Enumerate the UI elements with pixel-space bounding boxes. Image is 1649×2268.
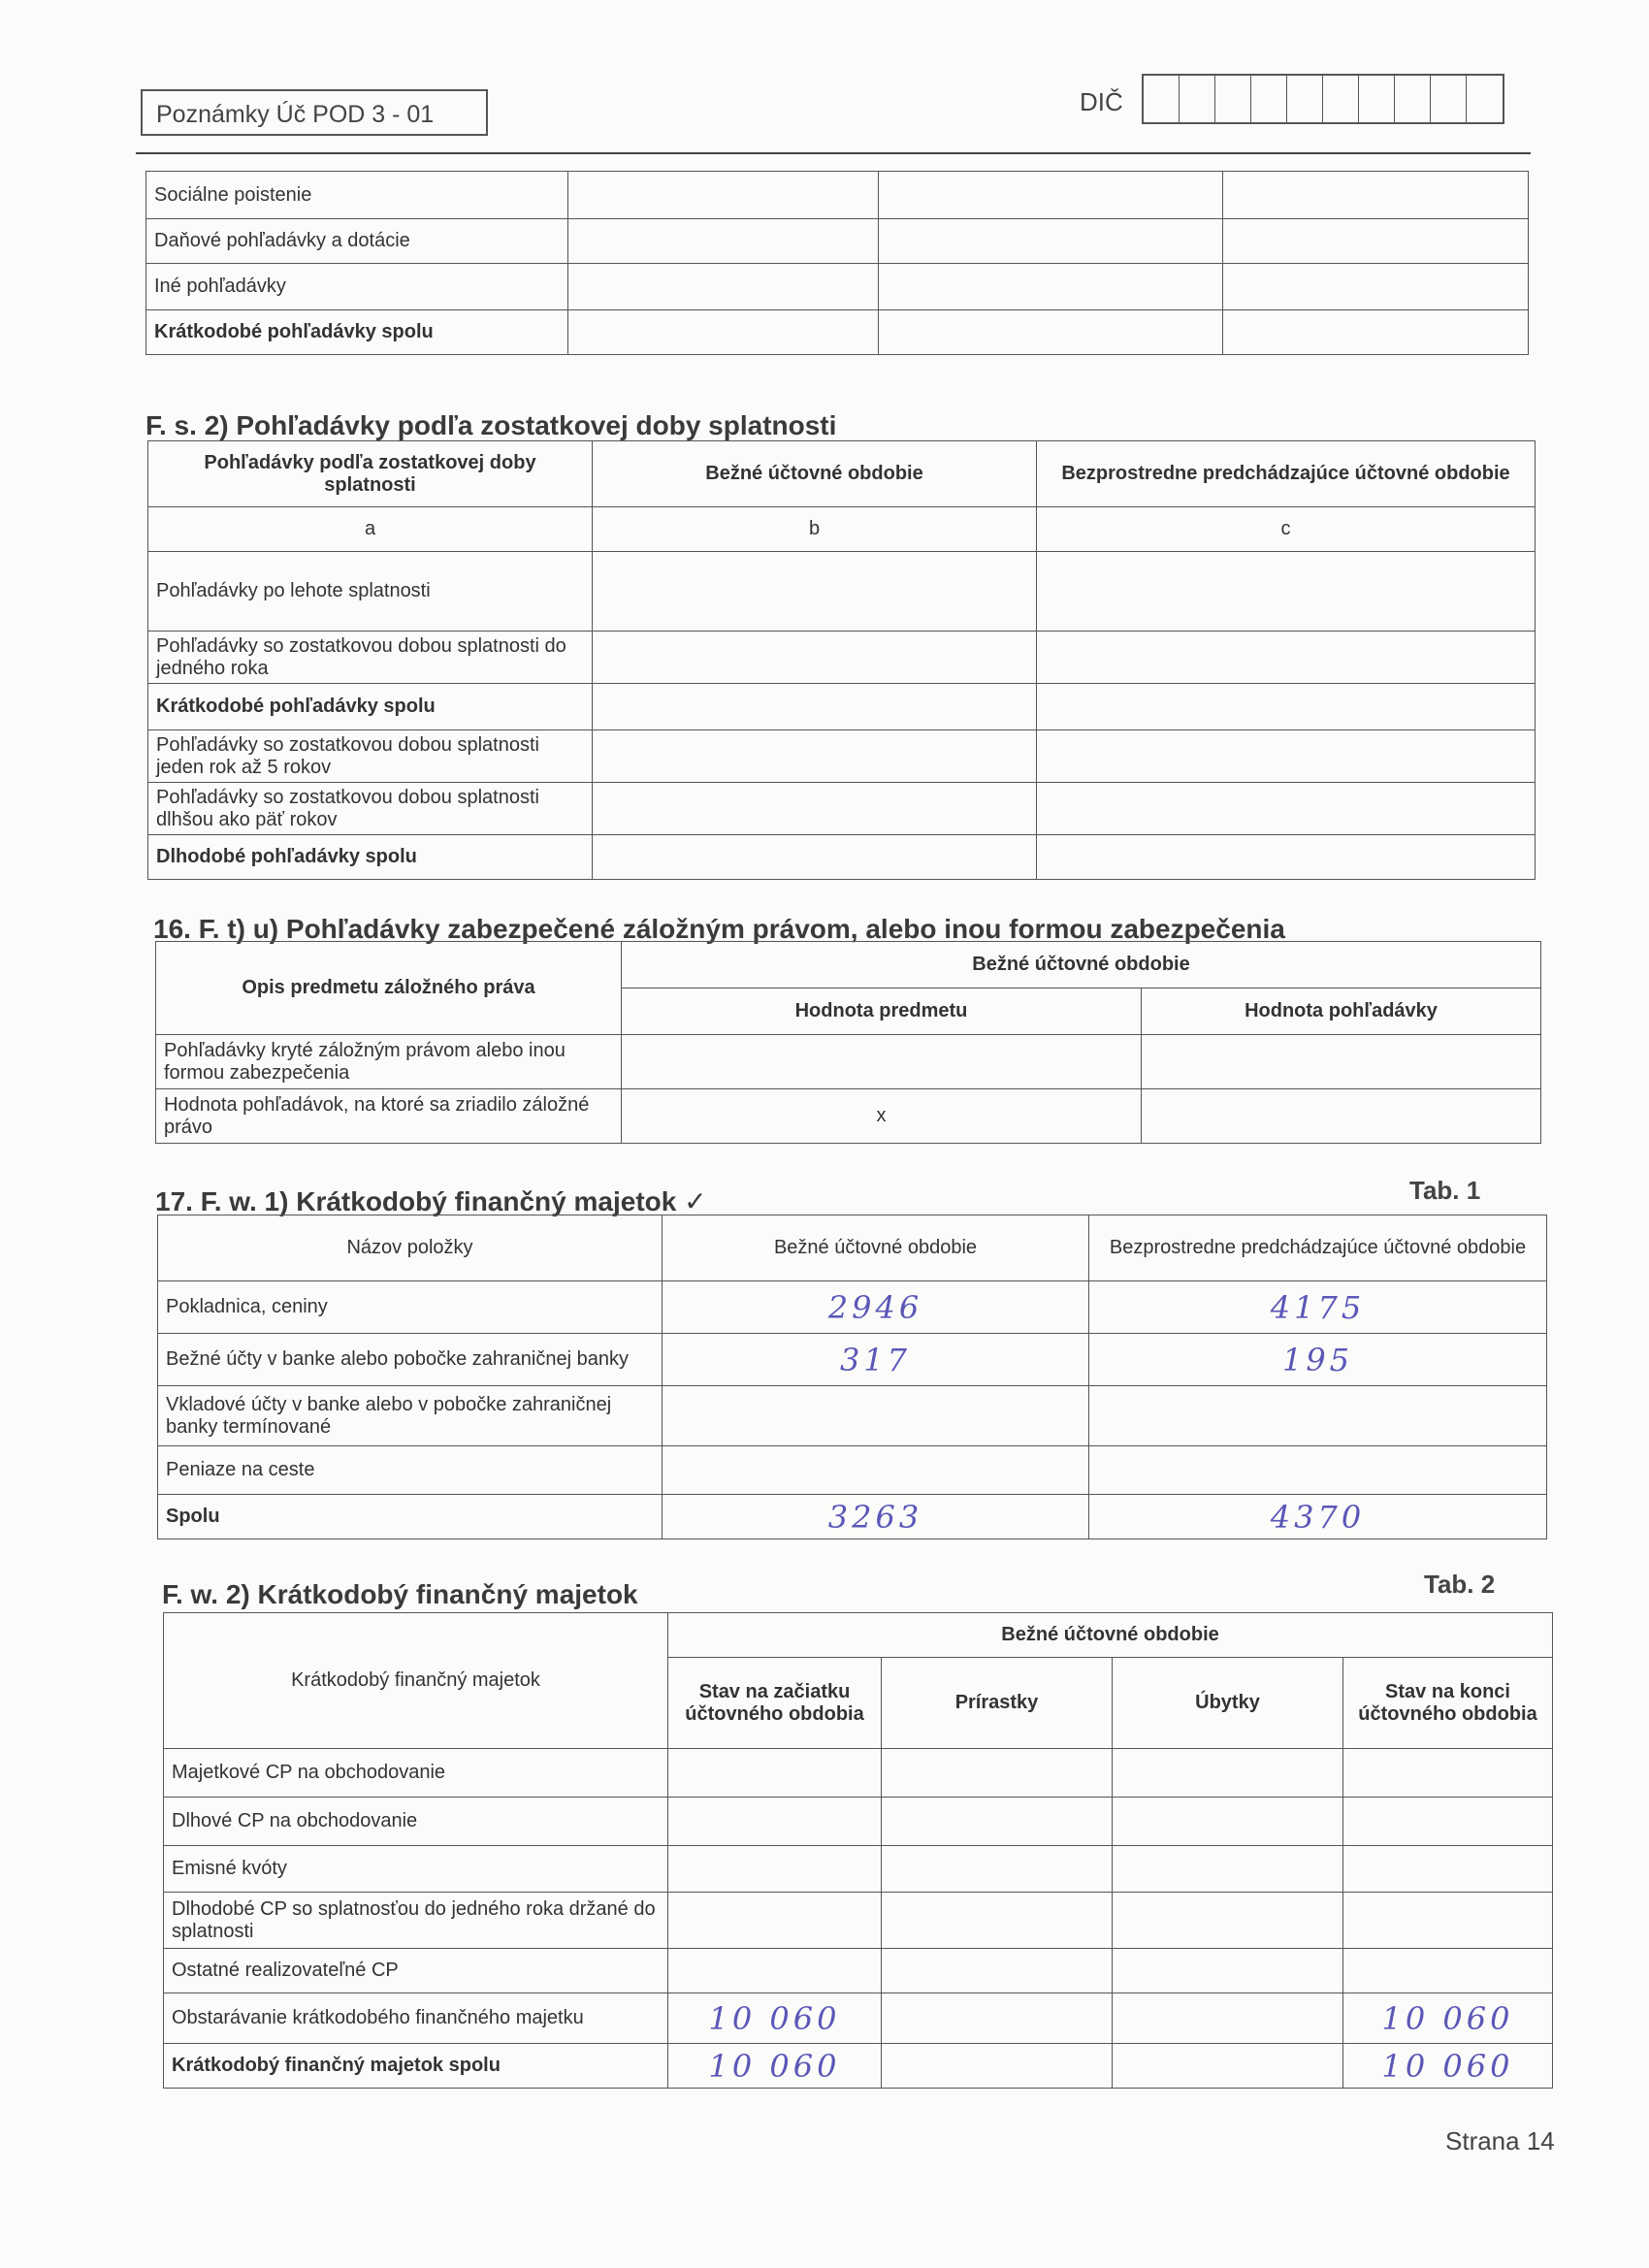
row-label: Sociálne poistenie: [146, 172, 568, 219]
row-label: Majetkové CP na obchodovanie: [164, 1749, 668, 1798]
row-label: Ostatné realizovateľné CP: [164, 1949, 668, 1993]
row-label: Pohľadávky so zostatkovou dobou splatnosti dlhšou ako päť rokov: [148, 783, 593, 835]
row-label: Obstarávanie krátkodobého finančného majetku: [164, 1993, 668, 2044]
cell[interactable]: [1089, 1446, 1547, 1495]
cell[interactable]: [1089, 1386, 1547, 1446]
cell[interactable]: [1142, 1035, 1541, 1089]
dic-box[interactable]: [1215, 76, 1251, 122]
row-label: Pohľadávky so zostatkovou dobou splatnosti do jedného roka: [148, 632, 593, 684]
row-label: Krátkodobý finančný majetok spolu: [164, 2044, 668, 2089]
cell[interactable]: x: [622, 1089, 1142, 1144]
cell[interactable]: [882, 1846, 1113, 1893]
cell[interactable]: 195: [1089, 1334, 1547, 1386]
cell[interactable]: [1037, 632, 1536, 684]
col-header-b: Bežné účtovné obdobie: [663, 1215, 1089, 1281]
cell[interactable]: [1113, 2044, 1343, 2089]
col-header-2: Prírastky: [882, 1658, 1113, 1749]
cell[interactable]: [593, 730, 1037, 783]
cell[interactable]: [1343, 1749, 1553, 1798]
cell[interactable]: [1223, 172, 1529, 219]
col-header-a: Názov položky: [158, 1215, 663, 1281]
row-label: Dlhodobé pohľadávky spolu: [148, 835, 593, 880]
receivables-maturity-table: [147, 440, 1536, 880]
cell[interactable]: [882, 1798, 1113, 1846]
col-header-b: Hodnota predmetu: [622, 988, 1142, 1035]
cell[interactable]: 10 060: [1343, 1993, 1553, 2044]
receivables-continuation-table: [146, 171, 1529, 355]
cell[interactable]: [882, 1749, 1113, 1798]
cell[interactable]: [882, 2044, 1113, 2089]
col-header-c: Bezprostredne predchádzajúce účtovné obdobie: [1037, 441, 1536, 507]
cell[interactable]: [1037, 783, 1536, 835]
dic-box[interactable]: [1251, 76, 1287, 122]
cell[interactable]: [668, 1949, 882, 1993]
col-header-c: Hodnota pohľadávky: [1142, 988, 1541, 1035]
page-number: Strana 14: [1445, 2126, 1555, 2155]
cell[interactable]: [882, 1949, 1113, 1993]
form-id: Poznámky Úč POD 3 - 01: [141, 89, 488, 136]
row-label: Spolu: [158, 1495, 663, 1539]
row-label: Peniaze na ceste: [158, 1446, 663, 1495]
cell[interactable]: [593, 783, 1037, 835]
col-letter-b: b: [593, 507, 1037, 552]
cell[interactable]: [1037, 684, 1536, 730]
cell[interactable]: 317: [663, 1334, 1089, 1386]
cell[interactable]: [882, 1893, 1113, 1949]
cell[interactable]: [663, 1386, 1089, 1446]
cell[interactable]: 10 060: [1343, 2044, 1553, 2089]
cell[interactable]: [593, 552, 1037, 632]
short-term-financial-table-2: [163, 1612, 1553, 2089]
cell[interactable]: [568, 172, 879, 219]
cell[interactable]: 3263: [663, 1495, 1089, 1539]
secured-receivables-table: [155, 941, 1541, 1144]
cell[interactable]: [879, 264, 1223, 310]
dic-box[interactable]: [1467, 76, 1503, 122]
row-label: Krátkodobé pohľadávky spolu: [148, 684, 593, 730]
row-label: Hodnota pohľadávok, na ktoré sa zriadilo záložné právo: [156, 1089, 622, 1144]
row-label: Vkladové účty v banke alebo v pobočke zahraničnej banky termínované: [158, 1386, 663, 1446]
col-group-header: Bežné účtovné obdobie: [622, 942, 1541, 988]
dic-box[interactable]: [1144, 76, 1180, 122]
cell[interactable]: [668, 1749, 882, 1798]
row-label: Emisné kvóty: [164, 1846, 668, 1893]
row-label: Daňové pohľadávky a dotácie: [146, 219, 568, 264]
cell[interactable]: [1037, 835, 1536, 880]
col-header-c: Bezprostredne predchádzajúce účtovné obdobie: [1089, 1215, 1547, 1281]
section-title-17: 17. F. w. 1) Krátkodobý finančný majetok ✓: [155, 1186, 707, 1216]
cell[interactable]: [663, 1446, 1089, 1495]
col-header-1: Stav na začiatku účtovného obdobia: [668, 1658, 882, 1749]
cell[interactable]: [568, 264, 879, 310]
row-label: Pohľadávky po lehote splatnosti: [148, 552, 593, 632]
cell[interactable]: [1113, 1749, 1343, 1798]
cell[interactable]: [1113, 1798, 1343, 1846]
dic-boxes[interactable]: [1142, 74, 1504, 124]
row-label: Dlhové CP na obchodovanie: [164, 1798, 668, 1846]
col-header-a: Opis predmetu záložného práva: [156, 942, 622, 1035]
col-header-3: Úbytky: [1113, 1658, 1343, 1749]
cell[interactable]: [1113, 1949, 1343, 1993]
cell[interactable]: [1037, 552, 1536, 632]
cell[interactable]: [1343, 1949, 1553, 1993]
cell[interactable]: [1113, 1993, 1343, 2044]
dic-box[interactable]: [1287, 76, 1323, 122]
section-title-16: 16. F. t) u) Pohľadávky zabezpečené záložným právom, alebo inou formou zabezpečenia: [153, 914, 1285, 944]
cell[interactable]: [668, 1846, 882, 1893]
row-label: Bežné účty v banke alebo pobočke zahraničnej banky: [158, 1334, 663, 1386]
cell[interactable]: [593, 684, 1037, 730]
cell[interactable]: 10 060: [668, 2044, 882, 2089]
cell[interactable]: [668, 1798, 882, 1846]
cell[interactable]: [879, 310, 1223, 355]
dic-label: DIČ: [1080, 87, 1123, 116]
row-label: Pohľadávky kryté záložným právom alebo inou formou zabezpečenia: [156, 1035, 622, 1089]
cell[interactable]: [568, 310, 879, 355]
header-divider: [136, 152, 1531, 154]
cell[interactable]: [1037, 730, 1536, 783]
row-label: Pokladnica, ceniny: [158, 1281, 663, 1334]
cell[interactable]: [1343, 1798, 1553, 1846]
col-header-b: Bežné účtovné obdobie: [593, 441, 1037, 507]
section-title-fs2: F. s. 2) Pohľadávky podľa zostatkovej doby splatnosti: [146, 410, 837, 440]
col-header-4: Stav na konci účtovného obdobia: [1343, 1658, 1553, 1749]
cell[interactable]: [1223, 264, 1529, 310]
row-label: Dlhodobé CP so splatnosťou do jedného roka držané do splatnosti: [164, 1893, 668, 1949]
cell[interactable]: 4370: [1089, 1495, 1547, 1539]
cell[interactable]: [1343, 1846, 1553, 1893]
col-header-a: Krátkodobý finančný majetok: [164, 1613, 668, 1749]
cell[interactable]: [1142, 1089, 1541, 1144]
cell[interactable]: [882, 1993, 1113, 2044]
dic-box[interactable]: [1431, 76, 1467, 122]
cell[interactable]: [568, 219, 879, 264]
section-title-fw2: F. w. 2) Krátkodobý finančný majetok: [162, 1579, 638, 1609]
col-letter-c: c: [1037, 507, 1536, 552]
cell[interactable]: [1223, 219, 1529, 264]
cell[interactable]: [593, 835, 1037, 880]
tab-label-1: Tab. 1: [1409, 1176, 1481, 1205]
cell[interactable]: [879, 172, 1223, 219]
cell[interactable]: [1223, 310, 1529, 355]
cell[interactable]: [593, 632, 1037, 684]
dic-box[interactable]: [1180, 76, 1215, 122]
cell[interactable]: [622, 1035, 1142, 1089]
dic-box[interactable]: [1359, 76, 1395, 122]
cell[interactable]: [879, 219, 1223, 264]
dic-box[interactable]: [1323, 76, 1359, 122]
cell[interactable]: 2946: [663, 1281, 1089, 1334]
col-group-header: Bežné účtovné obdobie: [668, 1613, 1553, 1658]
cell[interactable]: [668, 1893, 882, 1949]
row-label: Pohľadávky so zostatkovou dobou splatnosti jeden rok až 5 rokov: [148, 730, 593, 783]
cell[interactable]: [1113, 1893, 1343, 1949]
row-label: Iné pohľadávky: [146, 264, 568, 310]
cell[interactable]: [1343, 1893, 1553, 1949]
cell[interactable]: 4175: [1089, 1281, 1547, 1334]
short-term-financial-table-1: [157, 1215, 1547, 1539]
col-letter-a: a: [148, 507, 593, 552]
row-label: Krátkodobé pohľadávky spolu: [146, 310, 568, 355]
col-header-a: Pohľadávky podľa zostatkovej doby splatnosti: [148, 441, 593, 507]
cell[interactable]: [1113, 1846, 1343, 1893]
dic-box[interactable]: [1395, 76, 1431, 122]
tab-label-2: Tab. 2: [1424, 1570, 1496, 1599]
cell[interactable]: 10 060: [668, 1993, 882, 2044]
